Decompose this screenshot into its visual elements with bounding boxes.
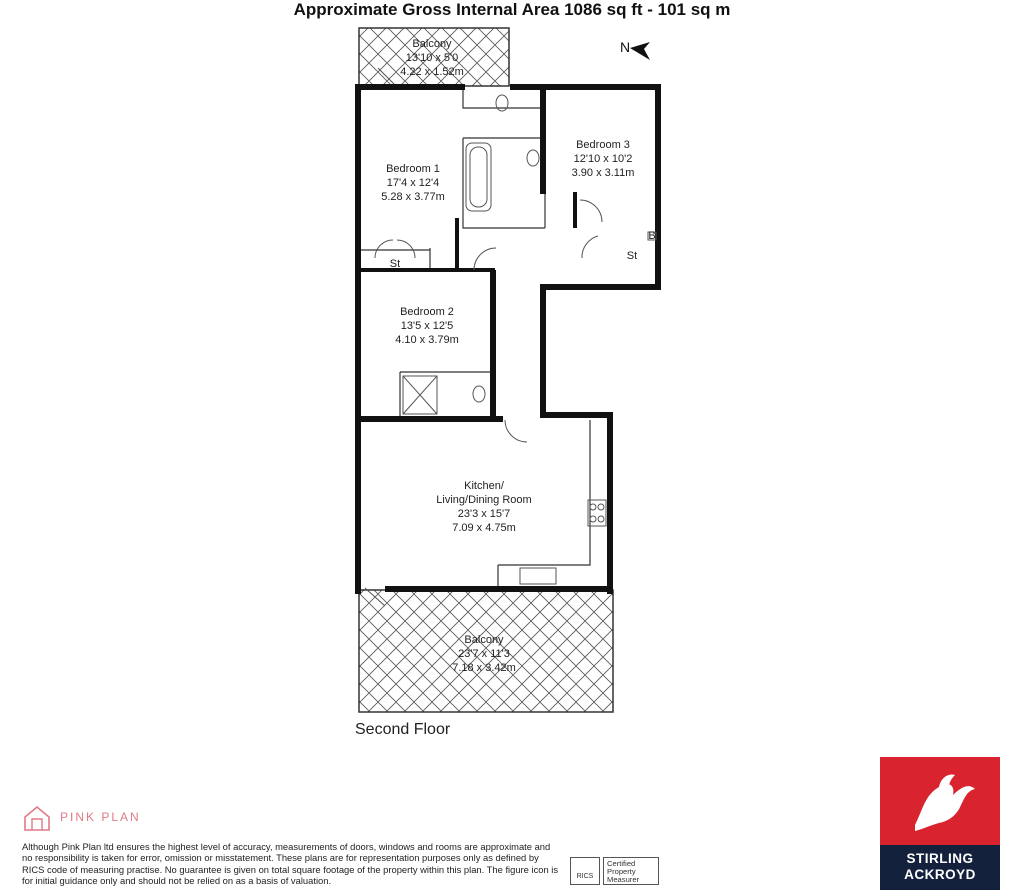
plan-title: Approximate Gross Internal Area 1086 sq ft - 101 sq m [293,0,731,19]
sink-icon [520,568,556,584]
rics-badge-line1: Certified [607,859,636,868]
balcony-bottom-name: Balcony [464,634,504,646]
griffin-icon [895,765,985,841]
rics-badge-line2: Property [607,867,636,876]
balcony-bottom-metric: 7.18 x 3.42m [452,662,516,674]
bedroom1-metric: 5.28 x 3.77m [381,191,445,203]
bedroom1-imperial: 17'4 x 12'4 [386,177,440,189]
bedroom1-name: Bedroom 1 [386,163,440,175]
balcony-top-name: Balcony [412,38,452,50]
boiler-label: B [648,230,656,242]
balcony-top-metric: 4.22 x 1.52m [400,66,464,78]
rics-certification [570,857,660,885]
compass-label: N [620,39,631,55]
label-bedroom3 [572,139,635,179]
bedroom2-metric: 4.10 x 3.79m [395,334,459,346]
rics-badge-line3: Measurer [607,875,640,884]
pinkplan-house-icon [22,804,52,832]
pinkplan-brand: PINK PLAN [60,810,141,824]
store2-label: St [626,250,638,262]
stirling-ackroyd-logo [880,757,1000,890]
store1-label: St [389,258,401,270]
bedroom2-imperial: 13'5 x 12'5 [400,320,454,332]
bedroom3-metric: 3.90 x 3.11m [571,167,635,179]
bedroom2-name: Bedroom 2 [400,306,454,318]
toilet-icon [527,150,539,166]
label-bedroom1 [381,163,445,203]
label-bedroom2 [395,306,459,346]
hob-icon [588,500,606,526]
bedroom3-name: Bedroom 3 [576,139,630,151]
rics-logo: RICS [570,857,600,885]
brand-wordmark [880,845,1000,890]
rics-badge [603,857,659,885]
balcony-top-imperial: 13'10 x 5'0 [405,52,459,64]
disclaimer: Although Pink Plan ltd ensures the highest level of accuracy, measurements of doors, windows and rooms are approximate and no responsibility is taken for error, omission or misstatement. These plans are for representation purposes only as defined by RICS code of measuring practise. No guarantee is given on total square footage of the property within this plan. The figure icon is for initial guidance only and should not be relied on as a basis of valuation. [22,841,559,887]
living-name2: Living/Dining Room [436,494,532,506]
living-metric: 7.09 x 4.75m [452,522,516,534]
living-name1: Kitchen/ [464,480,504,492]
bedroom3-imperial: 12'10 x 10'2 [573,153,633,165]
brand-line1: STIRLING [906,851,974,866]
label-living [436,480,531,534]
compass-icon [620,39,650,60]
brand-line2: ACKROYD [904,867,976,882]
balcony-bottom-imperial: 23'7 x 11'3 [458,648,510,660]
living-imperial: 23'3 x 15'7 [457,508,511,520]
floor-name: Second Floor [355,721,451,738]
